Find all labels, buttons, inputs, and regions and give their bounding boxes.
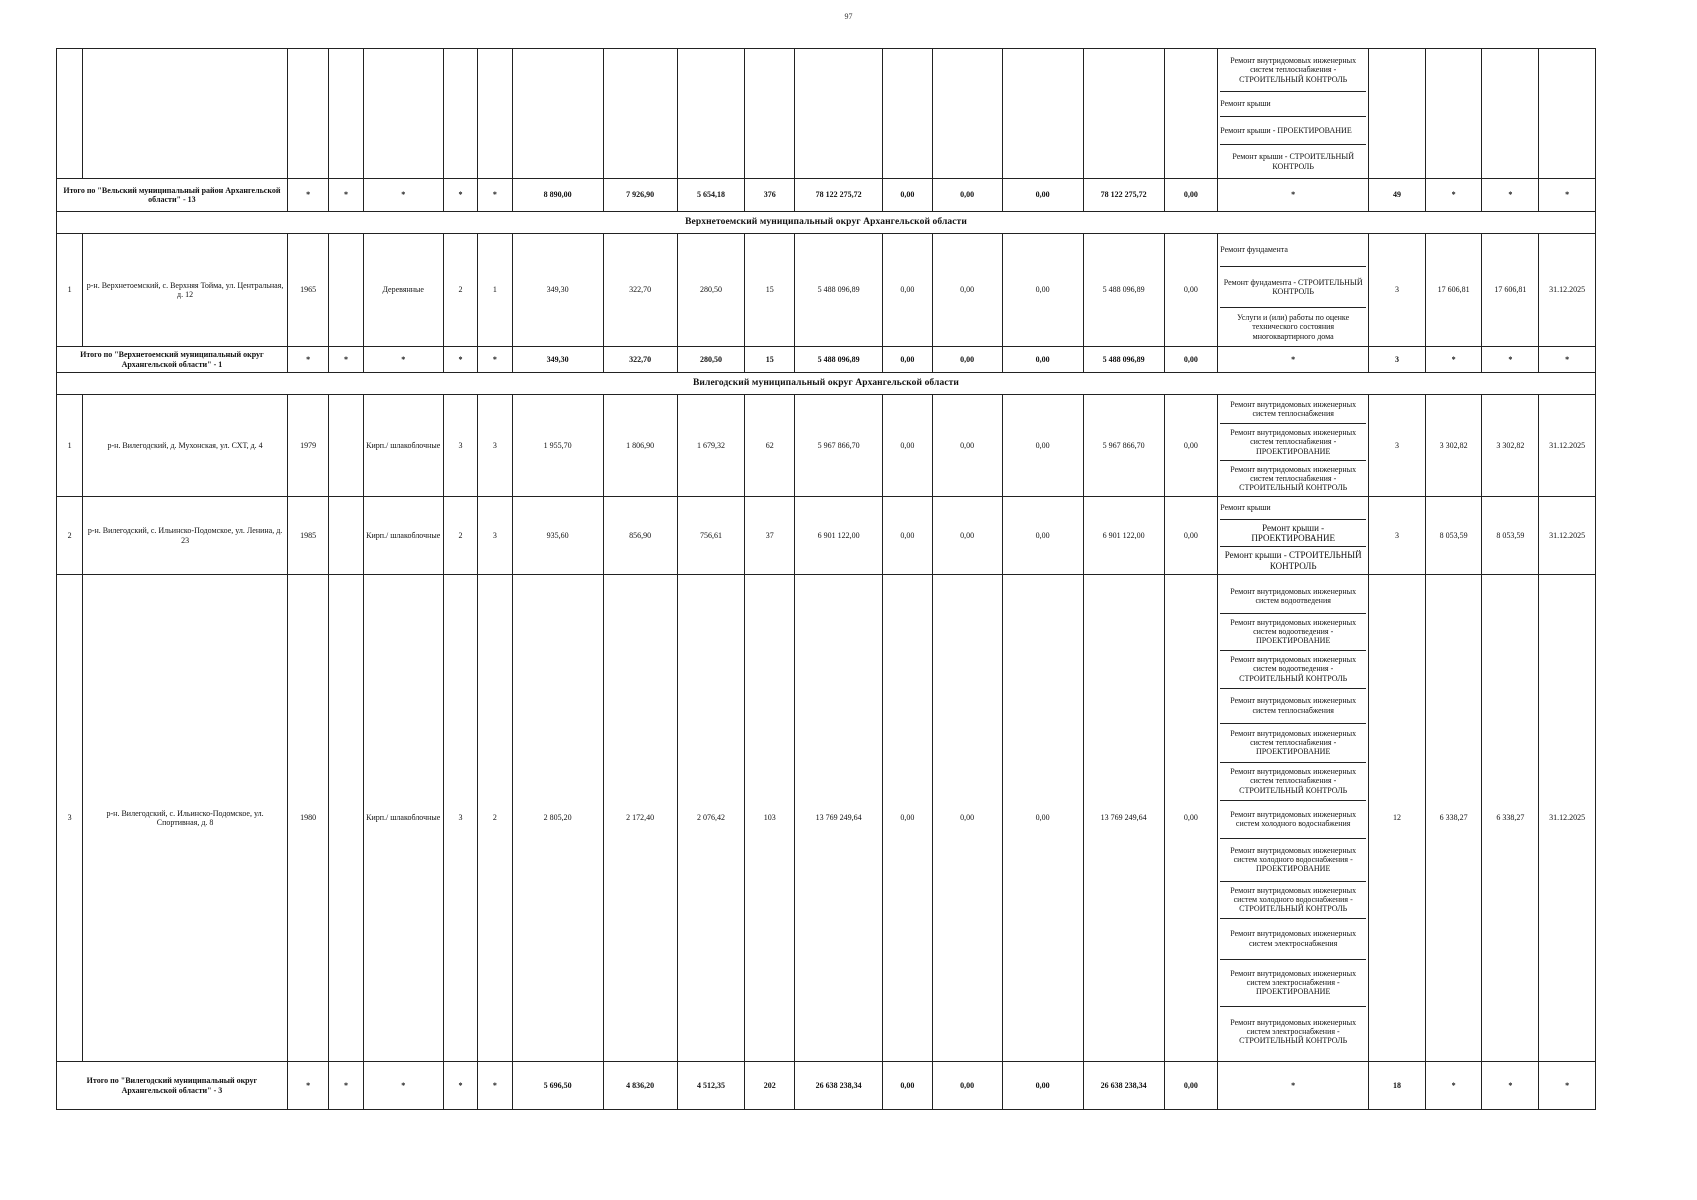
work-type-text: Ремонт внутридомовых инженерных систем холодного водоснабжения - СТРОИТЕЛЬНЫЙ КОНТРОЛЬ <box>1230 885 1357 914</box>
residents: 15 <box>745 347 795 373</box>
work-type-text: Ремонт внутридомовых инженерных систем теплоснабжения - СТРОИТЕЛЬНЫЙ КОНТРОЛЬ <box>1230 56 1357 84</box>
cell-empty <box>1369 49 1426 179</box>
work-type-text: Ремонт внутридомовых инженерных систем теплоснабжения <box>1230 399 1357 418</box>
work-type-item <box>1220 497 1366 519</box>
total-c4: * <box>329 1062 363 1110</box>
work-type-item <box>1220 650 1366 688</box>
fund-other: 0,00 <box>1164 497 1218 575</box>
work-type-item <box>1220 49 1366 91</box>
year-built: 1980 <box>287 575 329 1062</box>
work-type-text: Ремонт крыши - СТРОИТЕЛЬНЫЙ КОНТРОЛЬ <box>1224 550 1362 571</box>
unit-cost: * <box>1425 179 1482 212</box>
floors: 2 <box>443 497 477 575</box>
work-type-text: Ремонт внутридомовых инженерных систем электроснабжения <box>1230 929 1357 948</box>
total-c5: * <box>363 347 443 373</box>
total-area: 5 696,50 <box>512 1062 603 1110</box>
work-type-item <box>1220 395 1366 423</box>
cell-empty <box>287 49 329 179</box>
work-type-item <box>1220 116 1366 144</box>
total-area: 935,60 <box>512 497 603 575</box>
total-c7: * <box>478 347 512 373</box>
total-area: 8 890,00 <box>512 179 603 212</box>
total-cost: 5 488 096,89 <box>795 234 883 347</box>
work-type-text: Ремонт крыши - СТРОИТЕЛЬНЫЙ КОНТРОЛЬ <box>1232 152 1354 171</box>
floors: 3 <box>443 575 477 1062</box>
work-type-item <box>1220 266 1366 307</box>
work-type-text: Ремонт внутридомовых инженерных систем теплоснабжения <box>1230 696 1357 715</box>
total-cost: 78 122 275,72 <box>795 179 883 212</box>
work-type-text: Ремонт внутридомовых инженерных систем электроснабжения - ПРОЕКТИРОВАНИЕ <box>1230 968 1357 997</box>
cell-empty <box>1539 49 1596 179</box>
row-number: 1 <box>57 234 83 347</box>
work-type-text: Ремонт фундамента - СТРОИТЕЛЬНЫЙ КОНТРОЛЬ <box>1223 277 1363 296</box>
year-overhaul <box>329 575 363 1062</box>
fund-owners: 26 638 238,34 <box>1083 1062 1164 1110</box>
cell-empty <box>363 49 443 179</box>
works-count: 49 <box>1369 179 1426 212</box>
fund-owners: 13 769 249,64 <box>1083 575 1164 1062</box>
deadline: * <box>1539 347 1596 373</box>
capital-repair-table <box>56 48 1596 1110</box>
work-types-cell <box>1218 497 1369 575</box>
work-type-item <box>1220 234 1366 266</box>
work-type: * <box>1218 347 1369 373</box>
page-number: 97 <box>844 12 853 21</box>
limit-cost: * <box>1482 179 1539 212</box>
fund-local: 0,00 <box>1002 347 1083 373</box>
house-row <box>57 497 1596 575</box>
area-residential: 5 654,18 <box>677 179 745 212</box>
limit-cost: 17 606,81 <box>1482 234 1539 347</box>
total-label: Итого по "Верхнетоемский муниципальный округ Архангельской области" - 1 <box>57 347 288 373</box>
wall-material: Кирп./ шлакоблочные <box>363 575 443 1062</box>
work-type-item <box>1220 613 1366 650</box>
work-type-item <box>1220 881 1366 918</box>
cell-empty <box>1083 49 1164 179</box>
limit-cost: * <box>1482 1062 1539 1110</box>
unit-cost: 6 338,27 <box>1425 575 1482 1062</box>
year-overhaul <box>329 395 363 497</box>
address: р-н. Вилегодский, с. Ильинско-Подомское, ул. Ленина, д. 23 <box>83 497 288 575</box>
area-premises: 322,70 <box>603 347 677 373</box>
work-type: * <box>1218 1062 1369 1110</box>
area-premises: 7 926,90 <box>603 179 677 212</box>
fund-local: 0,00 <box>1002 395 1083 497</box>
fund-owners: 5 488 096,89 <box>1083 347 1164 373</box>
address: р-н. Вилегодский, д. Мухонская, ул. СХТ, д. 4 <box>83 395 288 497</box>
total-row-verkhnetoemsky <box>57 347 1596 373</box>
cell-empty <box>795 49 883 179</box>
fund-other: 0,00 <box>1164 575 1218 1062</box>
work-type: * <box>1218 179 1369 212</box>
fund-regional: 0,00 <box>932 395 1002 497</box>
work-type-text: Ремонт крыши - ПРОЕКТИРОВАНИЕ <box>1220 125 1352 135</box>
total-c7: * <box>478 1062 512 1110</box>
work-type-item <box>1220 688 1366 723</box>
house-row <box>57 234 1596 347</box>
area-premises: 4 836,20 <box>603 1062 677 1110</box>
area-residential: 2 076,42 <box>677 575 745 1062</box>
unit-cost: * <box>1425 1062 1482 1110</box>
total-label: Итого по "Вилегодский муниципальный округ Архангельской области" - 3 <box>57 1062 288 1110</box>
fund-local: 0,00 <box>1002 575 1083 1062</box>
cell-empty <box>745 49 795 179</box>
cell-empty <box>1002 49 1083 179</box>
work-type-text: Ремонт внутридомовых инженерных систем холодного водоснабжения <box>1230 809 1357 828</box>
area-residential: 756,61 <box>677 497 745 575</box>
work-type-text: Ремонт внутридомовых инженерных систем теплоснабжения - СТРОИТЕЛЬНЫЙ КОНТРОЛЬ <box>1230 464 1357 493</box>
limit-cost: 8 053,59 <box>1482 497 1539 575</box>
total-area: 349,30 <box>512 234 603 347</box>
fund-federal: 0,00 <box>883 179 933 212</box>
area-residential: 1 679,32 <box>677 395 745 497</box>
deadline: * <box>1539 1062 1596 1110</box>
fund-owners: 6 901 122,00 <box>1083 497 1164 575</box>
cell-empty <box>932 49 1002 179</box>
work-type-item <box>1220 838 1366 881</box>
area-premises: 1 806,90 <box>603 395 677 497</box>
cell-empty <box>83 49 288 179</box>
work-type-item <box>1220 800 1366 838</box>
total-cost: 5 488 096,89 <box>795 347 883 373</box>
total-c5: * <box>363 1062 443 1110</box>
cell-empty <box>603 49 677 179</box>
year-overhaul <box>329 234 363 347</box>
cell-empty <box>329 49 363 179</box>
cell-empty <box>512 49 603 179</box>
cell-empty <box>57 49 83 179</box>
continuation-row <box>57 49 1596 179</box>
entrances: 3 <box>478 395 512 497</box>
residents: 103 <box>745 575 795 1062</box>
total-c3: * <box>287 1062 329 1110</box>
fund-other: 0,00 <box>1164 347 1218 373</box>
residents: 376 <box>745 179 795 212</box>
cell-empty <box>677 49 745 179</box>
area-premises: 856,90 <box>603 497 677 575</box>
deadline: 31.12.2025 <box>1539 497 1596 575</box>
work-type-text: Ремонт крыши - ПРОЕКТИРОВАНИЕ <box>1251 522 1336 543</box>
fund-local: 0,00 <box>1002 234 1083 347</box>
deadline: 31.12.2025 <box>1539 234 1596 347</box>
works-count: 12 <box>1369 575 1426 1062</box>
work-type-item <box>1220 423 1366 460</box>
fund-federal: 0,00 <box>883 347 933 373</box>
house-row <box>57 395 1596 497</box>
work-type-text: Ремонт внутридомовых инженерных систем теплоснабжения - ПРОЕКТИРОВАНИЕ <box>1230 728 1357 757</box>
fund-other: 0,00 <box>1164 395 1218 497</box>
fund-regional: 0,00 <box>932 347 1002 373</box>
cell-empty <box>443 49 477 179</box>
work-type-text: Ремонт крыши <box>1220 99 1271 109</box>
total-label: Итого по "Вельский муниципальный район Архангельской области" - 13 <box>57 179 288 212</box>
fund-regional: 0,00 <box>932 497 1002 575</box>
year-built: 1965 <box>287 234 329 347</box>
work-type-text: Ремонт внутридомовых инженерных систем теплоснабжения - ПРОЕКТИРОВАНИЕ <box>1230 428 1357 456</box>
address: р-н. Верхнетоемский, с. Верхняя Тойма, ул. Центральная, д. 12 <box>83 234 288 347</box>
fund-federal: 0,00 <box>883 1062 933 1110</box>
cell-empty <box>1425 49 1482 179</box>
works-count: 3 <box>1369 234 1426 347</box>
residents: 15 <box>745 234 795 347</box>
row-number: 2 <box>57 497 83 575</box>
limit-cost: * <box>1482 347 1539 373</box>
total-area: 2 805,20 <box>512 575 603 1062</box>
works-count: 3 <box>1369 347 1426 373</box>
work-type-item <box>1220 144 1366 178</box>
work-type-text: Ремонт внутридомовых инженерных систем водоотведения <box>1230 586 1357 605</box>
work-types-cell <box>1218 49 1369 179</box>
work-type-text: Ремонт фундамента <box>1220 245 1288 255</box>
fund-owners: 5 967 866,70 <box>1083 395 1164 497</box>
entrances: 3 <box>478 497 512 575</box>
work-type-item <box>1220 519 1366 546</box>
total-c6: * <box>443 1062 477 1110</box>
work-types-cell <box>1218 395 1369 497</box>
area-premises: 322,70 <box>603 234 677 347</box>
deadline: 31.12.2025 <box>1539 575 1596 1062</box>
wall-material: Кирп./ шлакоблочные <box>363 395 443 497</box>
work-type-item <box>1220 762 1366 800</box>
work-types-cell <box>1218 234 1369 347</box>
fund-federal: 0,00 <box>883 395 933 497</box>
district-header-verkhnetoemsky <box>57 212 1596 234</box>
cell-empty <box>1164 49 1218 179</box>
total-row-velsky <box>57 179 1596 212</box>
total-area: 1 955,70 <box>512 395 603 497</box>
fund-local: 0,00 <box>1002 1062 1083 1110</box>
total-c5: * <box>363 179 443 212</box>
total-cost: 26 638 238,34 <box>795 1062 883 1110</box>
floors: 3 <box>443 395 477 497</box>
total-cost: 5 967 866,70 <box>795 395 883 497</box>
work-types-cell <box>1218 575 1369 1062</box>
work-type-item <box>1220 546 1366 574</box>
area-residential: 280,50 <box>677 347 745 373</box>
fund-other: 0,00 <box>1164 234 1218 347</box>
works-count: 3 <box>1369 395 1426 497</box>
total-c3: * <box>287 347 329 373</box>
total-c4: * <box>329 179 363 212</box>
district-title: Вилегодский муниципальный округ Архангельской области <box>57 373 1596 395</box>
work-type-item <box>1220 580 1366 613</box>
fund-owners: 78 122 275,72 <box>1083 179 1164 212</box>
fund-regional: 0,00 <box>932 1062 1002 1110</box>
total-c6: * <box>443 179 477 212</box>
fund-local: 0,00 <box>1002 497 1083 575</box>
residents: 62 <box>745 395 795 497</box>
work-type-text: Ремонт внутридомовых инженерных систем водоотведения - ПРОЕКТИРОВАНИЕ <box>1230 617 1357 646</box>
fund-regional: 0,00 <box>932 234 1002 347</box>
total-c3: * <box>287 179 329 212</box>
unit-cost: 3 302,82 <box>1425 395 1482 497</box>
work-type-item <box>1220 1006 1366 1057</box>
fund-local: 0,00 <box>1002 179 1083 212</box>
total-cost: 6 901 122,00 <box>795 497 883 575</box>
work-type-text: Услуги и (или) работы по оценке технического состояния многоквартирного дома <box>1237 313 1350 341</box>
fund-regional: 0,00 <box>932 575 1002 1062</box>
works-count: 18 <box>1369 1062 1426 1110</box>
unit-cost: * <box>1425 347 1482 373</box>
wall-material: Деревянные <box>363 234 443 347</box>
work-type-text: Ремонт внутридомовых инженерных систем водоотведения - СТРОИТЕЛЬНЫЙ КОНТРОЛЬ <box>1230 655 1357 683</box>
fund-owners: 5 488 096,89 <box>1083 234 1164 347</box>
work-type-text: Ремонт крыши <box>1220 503 1271 513</box>
deadline: 31.12.2025 <box>1539 395 1596 497</box>
residents: 37 <box>745 497 795 575</box>
address: р-н. Вилегодский, с. Ильинско-Подомское, ул. Спортивная, д. 8 <box>83 575 288 1062</box>
fund-federal: 0,00 <box>883 234 933 347</box>
work-type-item <box>1220 307 1366 346</box>
work-type-item <box>1220 959 1366 1006</box>
entrances: 1 <box>478 234 512 347</box>
floors: 2 <box>443 234 477 347</box>
total-area: 349,30 <box>512 347 603 373</box>
fund-other: 0,00 <box>1164 179 1218 212</box>
entrances: 2 <box>478 575 512 1062</box>
total-c4: * <box>329 347 363 373</box>
total-c7: * <box>478 179 512 212</box>
wall-material: Кирп./ шлакоблочные <box>363 497 443 575</box>
area-premises: 2 172,40 <box>603 575 677 1062</box>
area-residential: 4 512,35 <box>677 1062 745 1110</box>
fund-other: 0,00 <box>1164 1062 1218 1110</box>
cell-empty <box>883 49 933 179</box>
house-row <box>57 575 1596 1062</box>
district-title: Верхнетоемский муниципальный округ Архангельской области <box>57 212 1596 234</box>
cell-empty <box>1482 49 1539 179</box>
year-built: 1985 <box>287 497 329 575</box>
deadline: * <box>1539 179 1596 212</box>
year-built: 1979 <box>287 395 329 497</box>
work-type-item <box>1220 91 1366 116</box>
unit-cost: 8 053,59 <box>1425 497 1482 575</box>
total-c6: * <box>443 347 477 373</box>
works-count: 3 <box>1369 497 1426 575</box>
cell-empty <box>478 49 512 179</box>
limit-cost: 3 302,82 <box>1482 395 1539 497</box>
total-cost: 13 769 249,64 <box>795 575 883 1062</box>
unit-cost: 17 606,81 <box>1425 234 1482 347</box>
fund-federal: 0,00 <box>883 575 933 1062</box>
work-type-item <box>1220 918 1366 959</box>
row-number: 1 <box>57 395 83 497</box>
year-overhaul <box>329 497 363 575</box>
work-type-item <box>1220 723 1366 762</box>
fund-federal: 0,00 <box>883 497 933 575</box>
fund-regional: 0,00 <box>932 179 1002 212</box>
residents: 202 <box>745 1062 795 1110</box>
district-header-vilegodsky <box>57 373 1596 395</box>
work-type-item <box>1220 460 1366 496</box>
total-row-vilegodsky <box>57 1062 1596 1110</box>
area-residential: 280,50 <box>677 234 745 347</box>
limit-cost: 6 338,27 <box>1482 575 1539 1062</box>
row-number: 3 <box>57 575 83 1062</box>
work-type-text: Ремонт внутридомовых инженерных систем теплоснабжения - СТРОИТЕЛЬНЫЙ КОНТРОЛЬ <box>1230 767 1357 795</box>
work-type-text: Ремонт внутридомовых инженерных систем электроснабжения - СТРОИТЕЛЬНЫЙ КОНТРОЛЬ <box>1230 1017 1357 1046</box>
work-type-text: Ремонт внутридомовых инженерных систем холодного водоснабжения - ПРОЕКТИРОВАНИЕ <box>1230 845 1357 874</box>
